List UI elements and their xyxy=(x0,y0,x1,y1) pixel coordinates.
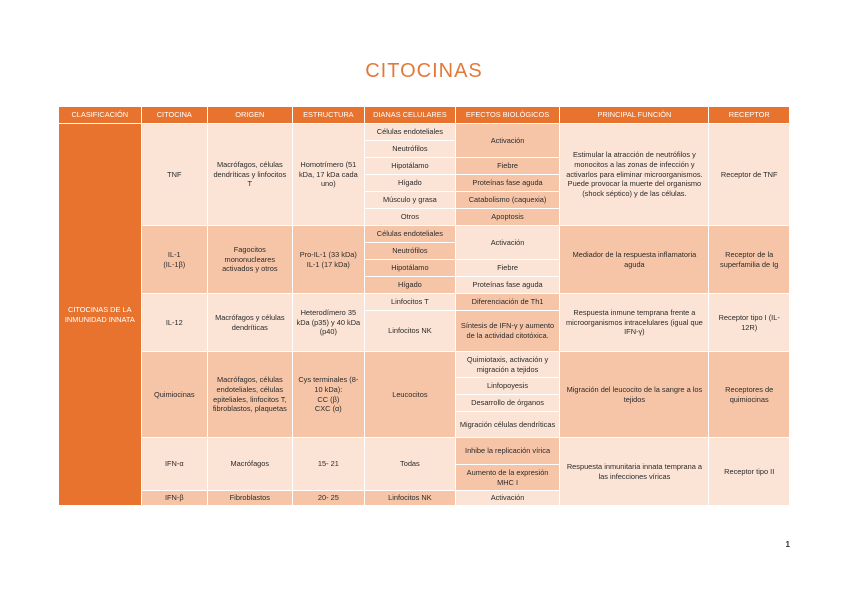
tnf-effect: Fiebre xyxy=(455,158,560,175)
quimiocinas-effect: Desarrollo de órganos xyxy=(455,395,560,412)
quimiocinas-structure-cxc: CXC (α) xyxy=(314,404,342,414)
header-estructura: ESTRUCTURA xyxy=(292,107,364,124)
il1-name-sub: (IL-1β) xyxy=(163,259,186,269)
quimiocinas-function: Migración del leucocito de la sangre a los tejidos xyxy=(560,352,709,438)
quimiocinas-effect: Linfopoyesis xyxy=(455,378,560,395)
tnf-target: Neutrófilos xyxy=(365,141,456,158)
il1-receptor: Receptor de la superfamilia de Ig xyxy=(709,226,790,294)
il1-effect: Proteínas fase aguda xyxy=(455,277,560,294)
il12-effect: Diferenciación de Th1 xyxy=(455,294,560,311)
ifna-effect: Inhibe la replicación vírica xyxy=(455,438,560,465)
il1-target: Células endoteliales xyxy=(365,226,456,243)
quimiocinas-structure-main: Cys terminales (8-10 kDa): xyxy=(298,374,359,394)
tnf-target: Músculo y grasa xyxy=(365,192,456,209)
tnf-effect: Proteínas fase aguda xyxy=(455,175,560,192)
tnf-target: Hipotálamo xyxy=(365,158,456,175)
il1-effect: Fiebre xyxy=(455,260,560,277)
ifna-name: IFN-α xyxy=(141,438,207,491)
tnf-target: Hígado xyxy=(365,175,456,192)
quimiocinas-name: Quimiocinas xyxy=(141,352,207,438)
quimiocinas-structure xyxy=(292,352,364,438)
header-citocina: CITOCINA xyxy=(141,107,207,124)
header-row xyxy=(59,107,790,124)
quimiocinas-effect: Quimiotaxis, activación y migración a tejidos xyxy=(455,352,560,378)
tnf-effect: Activación xyxy=(455,124,560,158)
ifnb-name: IFN-β xyxy=(141,491,207,506)
il1-effect: Activación xyxy=(455,226,560,260)
il12-function: Respuesta inmune temprana frente a microorganismos intracelulares (igual que IFN-γ) xyxy=(560,294,709,352)
ifnb-targets: Linfocitos NK xyxy=(365,491,456,506)
ifnb-structure: 20- 25 xyxy=(292,491,364,506)
il12-effect: Síntesis de IFN-γ y aumento de la actividad citotóxica. xyxy=(455,311,560,352)
quimiocinas-receptor: Receptores de quimiocinas xyxy=(709,352,790,438)
page-number: 1 xyxy=(785,540,790,549)
quimiocinas-effect: Migración células dendríticas xyxy=(455,412,560,438)
il1-structure xyxy=(292,226,364,294)
cytokines-table xyxy=(58,106,790,506)
ifna-structure: 15- 21 xyxy=(292,438,364,491)
il12-structure: Heterodímero 35 kDa (p35) y 40 kDa (p40) xyxy=(292,294,364,352)
ifnb-origin: Fibroblastos xyxy=(208,491,293,506)
tnf-receptor: Receptor de TNF xyxy=(709,124,790,226)
tnf-target: Otros xyxy=(365,209,456,226)
tnf-target: Células endoteliales xyxy=(365,124,456,141)
quimiocinas-targets: Leucocitos xyxy=(365,352,456,438)
il12-target: Linfocitos NK xyxy=(365,311,456,352)
il1-function: Mediador de la respuesta inflamatoria aguda xyxy=(560,226,709,294)
header-clasificacion: CLASIFICACIÓN xyxy=(59,107,142,124)
il1-target: Hígado xyxy=(365,277,456,294)
il1-origin: Fagocitos mononucleares activados y otros xyxy=(208,226,293,294)
il1-target: Hipotálamo xyxy=(365,260,456,277)
il12-origin: Macrófagos y células dendríticas xyxy=(208,294,293,352)
il12-name: IL-12 xyxy=(141,294,207,352)
ifna-effect: Aumento de la expresión MHC I xyxy=(455,465,560,491)
quimiocinas-structure-cc: CC (β) xyxy=(317,394,340,404)
il1-target: Neutrófilos xyxy=(365,243,456,260)
header-receptor: RECEPTOR xyxy=(709,107,790,124)
header-dianas: DIANAS CELULARES xyxy=(365,107,456,124)
il1-structure-mature: IL-1 (17 kDa) xyxy=(306,259,350,269)
ifn-function: Respuesta inmunitaria innata temprana a las infecciones víricas xyxy=(560,438,709,506)
tnf-effect: Catabolismo (caquexia) xyxy=(455,192,560,209)
tnf-origin: Macrófagos, células dendríticas y linfocitos T xyxy=(208,124,293,226)
ifnb-effect: Activación xyxy=(455,491,560,506)
tnf-effect: Apoptosis xyxy=(455,209,560,226)
classification-cell: CITOCINAS DE LA INMUNIDAD INNATA xyxy=(59,124,142,506)
header-efectos: EFECTOS BIOLÓGICOS xyxy=(455,107,560,124)
header-origen: ORIGEN xyxy=(208,107,293,124)
il1-name-main: IL-1 xyxy=(167,249,181,259)
ifn-receptor: Receptor tipo II xyxy=(709,438,790,506)
tnf-name: TNF xyxy=(141,124,207,226)
il1-structure-pro: Pro-IL-1 (33 kDa) xyxy=(299,249,357,259)
il12-target: Linfocitos T xyxy=(365,294,456,311)
il1-name xyxy=(141,226,207,294)
page-title: CITOCINAS xyxy=(365,60,483,82)
tnf-function: Estimular la atracción de neutrófilos y monocitos a las zonas de infección y activarlos para eliminar microorganismos. Puede provocar la muerte del organismo (shock séptico) y de las células. xyxy=(560,124,709,226)
quimiocinas-origin: Macrófagos, células endoteliales, células epiteliales, linfocitos T, fibroblastos, plaquetas xyxy=(208,352,293,438)
ifna-origin: Macrófagos xyxy=(208,438,293,491)
il12-receptor: Receptor tipo I (IL-12R) xyxy=(709,294,790,352)
tnf-structure: Homotrímero (51 kDa, 17 kDa cada uno) xyxy=(292,124,364,226)
ifna-targets: Todas xyxy=(365,438,456,491)
header-funcion: PRINCIPAL FUNCIÓN xyxy=(560,107,709,124)
